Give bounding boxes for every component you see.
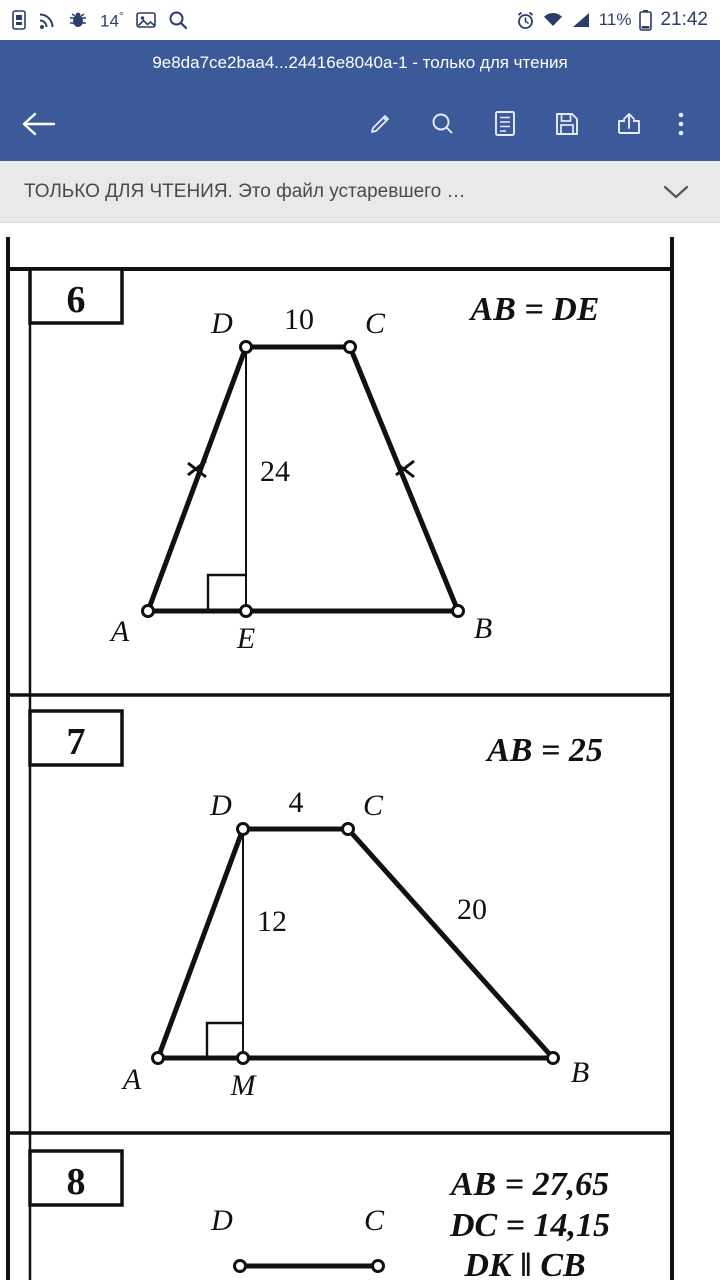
problem-8-condition-line-2: DC = 14,15 bbox=[449, 1207, 611, 1244]
label-7-side-length: 20 bbox=[457, 893, 487, 926]
label-7-D: D bbox=[210, 789, 232, 822]
clock-label: 21:42 bbox=[660, 9, 708, 30]
label-6-E: E bbox=[236, 622, 256, 655]
more-button[interactable] bbox=[660, 96, 702, 152]
back-button[interactable] bbox=[22, 111, 66, 137]
label-7-top-length: 4 bbox=[288, 786, 304, 819]
battery-icon bbox=[639, 10, 652, 31]
status-bar bbox=[0, 0, 720, 40]
label-7-M: M bbox=[230, 1069, 256, 1102]
read-only-banner-text: ТОЛЬКО ДЛЯ ЧТЕНИЯ. Это файл устаревшего … bbox=[24, 180, 466, 202]
problem-7-condition: AB = 25 bbox=[487, 732, 603, 769]
wifi-icon bbox=[543, 12, 563, 28]
document-title: 9e8da7ce2baa4...24416e8040a-1 - только для чтения bbox=[152, 53, 568, 72]
problem-8-condition-line-1: AB = 27,65 bbox=[450, 1166, 610, 1203]
gallery-icon bbox=[136, 11, 156, 29]
rss-icon bbox=[38, 11, 56, 29]
status-bar-right-icons bbox=[516, 9, 708, 31]
problem-8-condition-line-3: DK ‖ CB bbox=[464, 1247, 586, 1280]
problem-8-number: 8 bbox=[66, 1161, 86, 1203]
pencil-icon bbox=[368, 111, 394, 137]
chevron-down-icon[interactable] bbox=[656, 184, 696, 200]
document-view[interactable] bbox=[0, 223, 720, 1280]
document-outline-icon bbox=[493, 110, 517, 137]
signal-icon bbox=[571, 12, 591, 28]
bug-icon bbox=[68, 11, 88, 29]
label-6-height: 24 bbox=[260, 455, 290, 488]
problem-7-number: 7 bbox=[66, 721, 86, 763]
label-6-top-length: 10 bbox=[284, 303, 314, 336]
floppy-disk-icon bbox=[554, 111, 580, 137]
sim-card-icon bbox=[12, 10, 26, 30]
label-8-C: C bbox=[363, 1204, 385, 1237]
app-toolbar bbox=[0, 86, 720, 161]
overflow-menu-icon bbox=[677, 110, 685, 138]
temperature-label bbox=[100, 9, 124, 32]
share-button[interactable] bbox=[598, 96, 660, 152]
label-6-D: D bbox=[211, 307, 233, 340]
edit-button[interactable] bbox=[350, 96, 412, 152]
label-8-D: D bbox=[211, 1204, 233, 1237]
label-7-C: C bbox=[362, 789, 384, 822]
search-button[interactable] bbox=[412, 96, 474, 152]
problem-6-number: 6 bbox=[66, 279, 86, 321]
magnifier-icon bbox=[430, 111, 456, 137]
label-7-B: B bbox=[570, 1056, 590, 1089]
read-only-banner[interactable] bbox=[0, 161, 720, 223]
label-6-B: B bbox=[473, 612, 493, 645]
alarm-icon bbox=[516, 11, 535, 30]
temperature-value: 14 bbox=[100, 11, 119, 31]
label-6-C: C bbox=[364, 307, 386, 340]
problem-6-condition: AB = DE bbox=[470, 291, 600, 328]
battery-percent-label: 11% bbox=[598, 10, 632, 29]
search-icon bbox=[168, 10, 188, 30]
back-arrow-icon bbox=[22, 111, 56, 137]
degree-symbol: ° bbox=[118, 8, 124, 23]
label-7-A: A bbox=[122, 1063, 142, 1096]
label-7-height: 12 bbox=[257, 905, 287, 938]
outline-button[interactable] bbox=[474, 96, 536, 152]
label-6-A: A bbox=[110, 615, 130, 648]
document-page bbox=[0, 223, 720, 1280]
window-title-bar bbox=[0, 40, 720, 86]
status-bar-left-icons bbox=[12, 9, 188, 32]
save-button[interactable] bbox=[536, 96, 598, 152]
share-icon bbox=[616, 111, 642, 137]
